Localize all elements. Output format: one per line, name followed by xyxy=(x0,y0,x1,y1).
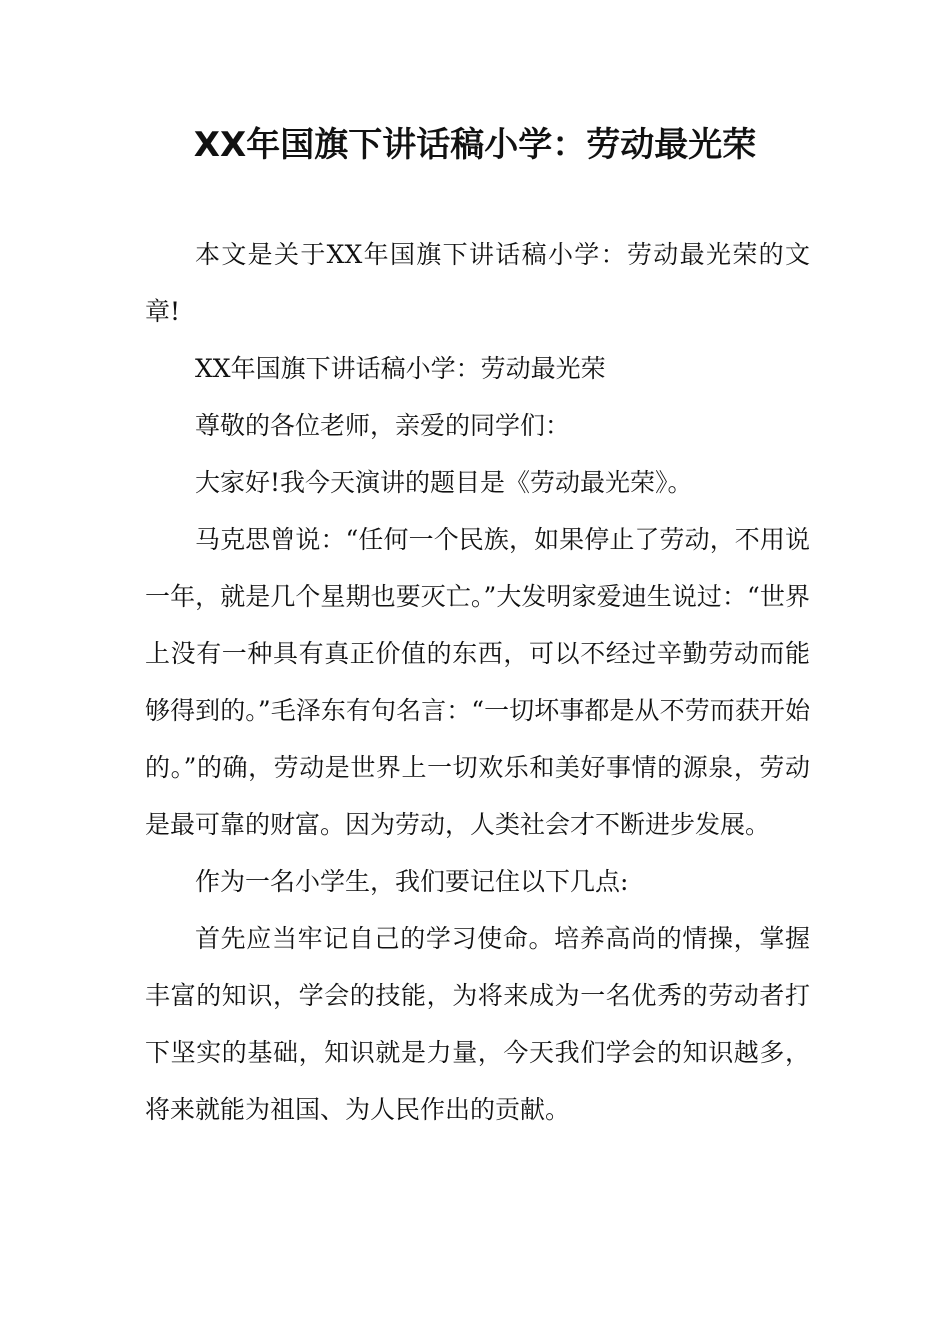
paragraph-greeting: 尊敬的各位老师，亲爱的同学们： xyxy=(195,411,571,440)
paragraph-points-intro: 作为一名小学生，我们要记住以下几点: xyxy=(195,867,629,896)
paragraph-quotes: 马克思曾说：“任何一个民族，如果停止了劳动，不用说一年，就是几个星期也要灭亡。”大发明家爱迪生说过：“世界上没有一种具有真正价值的东西，可以不经过辛勤劳动而能够得到的。”毛泽东有句名言：“一切坏事都是从不劳而获开始的。”的确，劳动是世界上一切欢乐和美好事情的源泉，劳动是最可靠的财富。因为劳动，人类社会才不断进步发展。 xyxy=(145,525,810,839)
document-title: XX年国旗下讲话稿小学：劳动最光荣 xyxy=(193,125,757,165)
paragraph-first-point: 首先应当牢记自己的学习使命。培养高尚的情操，掌握丰富的知识，学会的技能，为将来成为一名优秀的劳动者打下坚实的基础，知识就是力量，今天我们学会的知识越多，将来就能为祖国、为人民作出的贡献。 xyxy=(145,924,810,1124)
document-body xyxy=(145,226,810,1138)
paragraph-opening: 大家好!我今天演讲的题目是《劳动最光荣》。 xyxy=(195,468,693,497)
paragraph-subtitle: XX年国旗下讲话稿小学：劳动最光荣 xyxy=(195,354,606,383)
paragraph-intro: 本文是关于XX年国旗下讲话稿小学：劳动最光荣的文章! xyxy=(145,240,810,326)
